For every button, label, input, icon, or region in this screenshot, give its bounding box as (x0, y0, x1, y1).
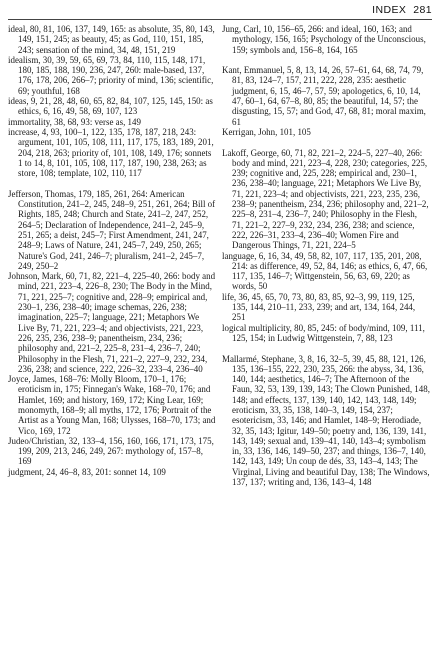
index-entry: Kerrigan, John, 101, 105 (222, 126, 311, 137)
index-entry: idealism, 30, 39, 59, 65, 69, 73, 84, 110, 115, 148, 171, 180, 185, 188, 190, 236, 247, 260: male-based, 137, 176, 178, 206, 266–7; priority of mind, 136; scientific, 69; youthful, 168 (8, 54, 214, 96)
index-entry: Judeo/Christian, 32, 133–4, 156, 160, 166, 171, 173, 175, 199, 209, 213, 246, 249, 267: mythology of, 157–8, 169 (8, 435, 214, 467)
index-columns (8, 24, 432, 668)
letter-group-gap (222, 55, 430, 65)
index-entry: Joyce, James, 168–76: Molly Bloom, 170–1, 176; eroticism in, 175; Finnegan's Wake, 168–70, 176; and Hamlet, 169; and history, 169, 172; King Lear, 169; monomyth, 168–9; all myths, 172, 176; Portrait of the Artist as a Young Man, 168; Ulysses, 168–70, 173; and Vico, 169, 172 (8, 374, 216, 436)
index-entry: Kant, Emmanuel, 5, 8, 13, 14, 26, 57–61, 64, 68, 74, 79, 81, 83, 124–7, 157, 211, 222, 228, 235: aesthetic judgment, 6, 15, 46–7, 57, 59; apologetics, 6, 10, 14, 47, 60–1, 64, 67–8, 80, 85; the beautiful, 14, 57; the disgusting, 15, 57; and God, 47, 68, 81; moral maxim, 61 (222, 65, 426, 127)
index-entry: increase, 4, 93, 100–1, 122, 135, 178, 187, 218, 243: argument, 101, 105, 108, 111, 117, 175, 183, 189, 201, 204, 218, 263; priority of, 101, 108, 149, 176; sonnets 1 to 14, 8, 101, 105, 108, 117, 187, 190, 238, 263; as store, 108; template, 102, 110, 117 (8, 126, 214, 179)
page-number: 281 (413, 4, 432, 16)
index-entry: ideas, 9, 21, 28, 48, 60, 65, 82, 84, 107, 125, 145, 150: as ethics, 6, 16, 49, 58, 69, 107, 123 (8, 96, 213, 117)
running-head (372, 4, 432, 16)
index-entry: Johnson, Mark, 60, 71, 82, 221–4, 225–40, 266: body and mind, 221, 223–4, 226–8, 230; The Body in the Mind, 71, 221, 225–7; cognitive and, 228–9; empirical and, 230–1, 236, 238–40; image schemas, 226, 238; imagination, 225–7; language, 221; Metaphors We Live By, 71, 221, 223–4; and objectivists, 221, 223, 226, 235, 236, 238–9; panentheism, 234, 236; philosophy and, 221–2, 225–8, 231–4, 236–7, 240; Philosophy in the Flesh, 71, 221–2, 227–9, 232, 234, 236, 238; and science, 222, 226–32, 233–4, 236–40 (8, 271, 216, 374)
index-column-right (222, 24, 430, 487)
index-entry: immortality, 38, 68, 93: verse as, 149 (8, 116, 141, 127)
index-entry: Mallarmé, Stephane, 3, 8, 16, 32–5, 39, 45, 88, 121, 126, 135, 136–155, 222, 230, 235, 266: the abyss, 34, 136, 140, 144; aesthetics, 146–7; The Afternoon of the Faun, 32, 53, 139, 139, 143; The Clown Punished, 148, 148; and effects, 137, 139, 140, 142, 143, 148, 149; eroticism, 33, 35, 138, 140–3, 149, 154, 237; esotericism, 33, 146; and Hamlet, 148–9; Herodiade, 32, 35, 143; Igitur, 149–50; poetry and, 136, 139, 141, 143, 149; sexual and, 139–41, 140, 143–4; symbolism in, 33, 136, 146, 149–50, 237; and things, 136–7, 140, 142, 143, 149; Un coup de dés, 33, 143–4, 143; The Virginal, Living and beautiful Day, 138; The Windows, 137, 137; writing and, 136, 143–4, 148 (222, 353, 430, 488)
letter-group-gap (222, 137, 430, 147)
letter-group-gap (8, 178, 216, 188)
section-title: INDEX (372, 4, 407, 16)
index-entry: logical multiplicity, 80, 85, 245: of body/mind, 109, 111, 125, 154; in Ludwig Wittgenstein, 7, 88, 123 (222, 322, 425, 343)
index-entry: Jung, Carl, 10, 156–65, 266: and ideal, 160, 163; and mythology, 156, 165; Psychology of the Unconscious, 159; symbols and, 156–8, 164, 165 (222, 24, 426, 55)
index-entry: Jefferson, Thomas, 179, 185, 261, 264: American Constitution, 241–2, 245, 248–9, 251, 261, 264; Bill of Rights, 185, 248; Church and State, 241–2, 247, 252, 264–5; Declaration of Independence, 241–2, 245–9, 251, 265; a deist, 245–7; First Amendment, 241, 247, 248–9; Laws of Nature, 241, 245–7, 249, 250, 265; Nature's God, 241, 246–7; pluralism, 241–2, 245–7, 249, 250–2 (8, 188, 216, 271)
index-column-left (8, 24, 216, 477)
index-entry: language, 6, 16, 34, 49, 58, 82, 107, 117, 135, 201, 208, 214: as difference, 49, 52, 84, 146; as ethics, 6, 47, 66, 117, 135, 146–7; Wittgenstein, 56, 63, 69, 220; as words, 50 (222, 250, 428, 292)
index-entry: life, 36, 45, 65, 70, 73, 80, 83, 85, 92–3, 99, 119, 125, 135, 144, 210–11, 233, 239; and art, 134, 164, 244, 251 (222, 291, 416, 323)
index-entry: judgment, 24, 46–8, 83, 201: sonnet 14, 109 (8, 466, 166, 477)
running-header (8, 4, 432, 20)
index-entry: Lakoff, George, 60, 71, 82, 221–2, 224–5, 227–40, 266: body and mind, 221, 223–4, 228, 230; categories, 225, 239; cognitive and, 225, 228; empirical and, 230–1, 236, 238–40; language, 221; Metaphors We Live By, 71, 221, 223–4; and objectivists, 221, 223, 235, 236, 238–9; panentheism, 234, 236; philosophy and, 221–2, 225–8, 231–4, 236–7, 240; Philosophy in the Flesh, 71, 221–2, 227–9, 232, 234, 236, 238; and science, 222, 226–31, 233–4, 236–40; Women Fire and Dangerous Things, 71, 221, 224–5 (222, 147, 429, 251)
index-entry: ideal, 80, 81, 106, 137, 149, 165: as absolute, 35, 80, 143, 149, 151, 245; as beauty, 45; as God, 110, 151, 185, 243; sensation of the mind, 34, 48, 151, 219 (8, 24, 215, 55)
letter-group-gap (222, 343, 430, 353)
